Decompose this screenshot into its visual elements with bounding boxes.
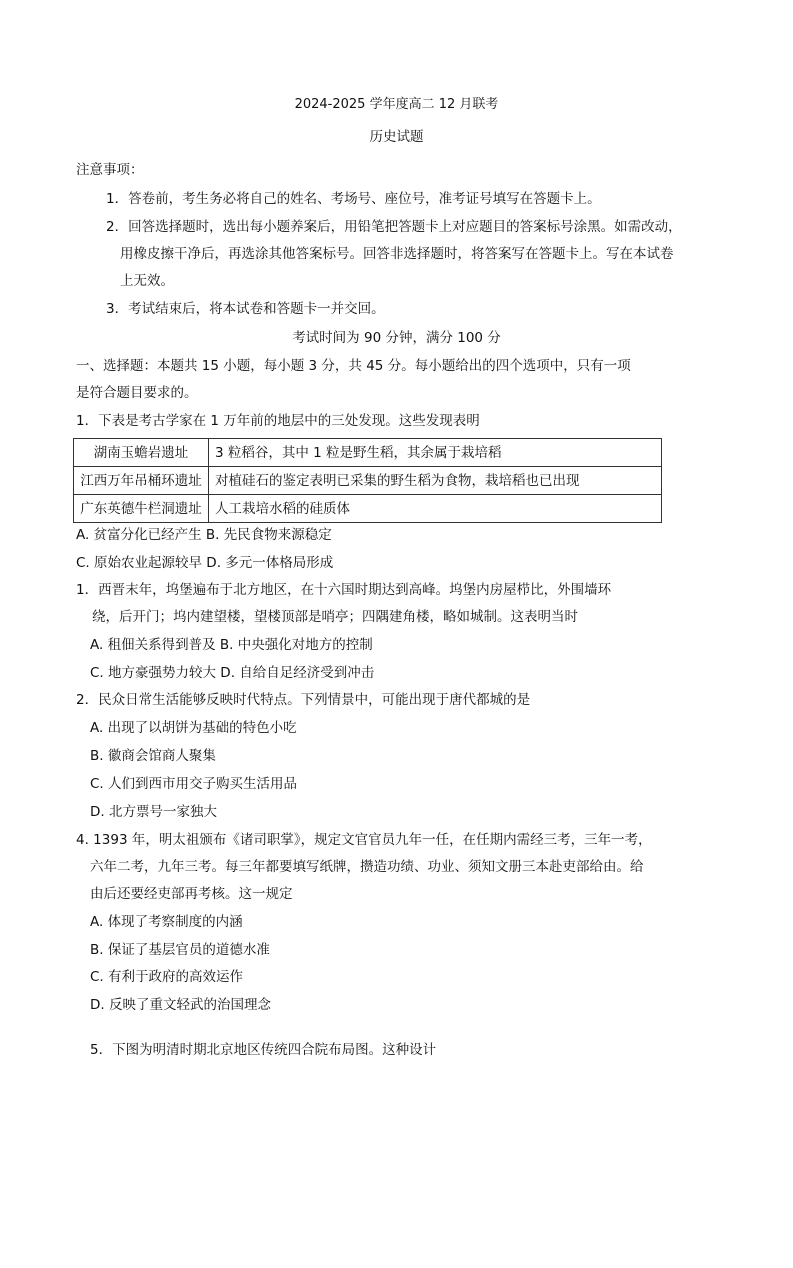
q-jin-stem-cont: 绕，后开门；坞内建望楼，望楼顶部是哨亭；四隅建角楼，略如城制。这表明当时 bbox=[92, 609, 578, 625]
q4-option-b: B. 保证了基层官员的道德水准 bbox=[90, 942, 270, 958]
q4-option-d: D. 反映了重文轻武的治国理念 bbox=[90, 997, 271, 1013]
q1-options-cd: C. 原始农业起源较早 D. 多元一体格局形成 bbox=[76, 555, 334, 571]
section-heading-cont: 是符合题目要求的。 bbox=[76, 385, 198, 401]
table-cell-finding: 对植硅石的鉴定表明已采集的野生稻为食物，栽培稻也已出现 bbox=[209, 467, 662, 495]
section-heading: 一、选择题：本题共 15 小题，每小题 3 分，共 45 分。每小题给出的四个选项中，只有一项 bbox=[76, 358, 631, 374]
q2-stem: 2．民众日常生活能够反映时代特点。下列情景中，可能出现于唐代都城的是 bbox=[76, 692, 531, 708]
q1-stem: 1．下表是考古学家在 1 万年前的地层中的三处发现。这些发现表明 bbox=[76, 413, 480, 429]
q2-option-d: D. 北方票号一家独大 bbox=[90, 804, 217, 820]
q4-stem-cont: 六年二考，九年三考。每三年都要填写纸牌，攒造功绩、功业、须知文册三本赴吏部给由。给 bbox=[90, 859, 644, 875]
q2-option-c: C. 人们到西市用交子购买生活用品 bbox=[90, 776, 298, 792]
q2-option-b: B. 徽商会馆商人聚集 bbox=[90, 748, 216, 764]
table-cell-site: 江西万年吊桶环遗址 bbox=[74, 467, 209, 495]
table-row bbox=[74, 495, 662, 523]
q-jin-stem: 1．西晋末年，坞堡遍布于北方地区，在十六国时期达到高峰。坞堡内房屋栉比，外围墙环 bbox=[76, 582, 612, 598]
q4-option-a: A. 体现了考察制度的内涵 bbox=[90, 914, 243, 930]
notice-heading: 注意事项： bbox=[76, 162, 144, 178]
exam-title: 2024-2025 学年度高二 12 月联考 bbox=[294, 97, 499, 112]
q4-stem-end: 由后还要经吏部再考核。这一规定 bbox=[90, 886, 293, 902]
notice-item-1: 1．答卷前，考生务必将自己的姓名、考场号、座位号，准考证号填写在答题卡上。 bbox=[106, 191, 601, 207]
q4-option-c: C. 有利于政府的高效运作 bbox=[90, 969, 244, 985]
q-jin-options-cd: C. 地方豪强势力较大 D. 自给自足经济受到冲击 bbox=[90, 665, 375, 681]
table-cell-site: 湖南玉蟾岩遗址 bbox=[74, 439, 209, 467]
notice-item-2-cont: 用橡皮擦干净后，再选涂其他答案标号。回答非选择题时，将答案写在答题卡上。写在本试卷 bbox=[120, 246, 674, 262]
q5-stem: 5．下图为明清时期北京地区传统四合院布局图。这种设计 bbox=[90, 1042, 437, 1058]
exam-info: 考试时间为 90 分钟，满分 100 分 bbox=[292, 330, 501, 346]
notice-item-3: 3．考试结束后，将本试卷和答题卡一并交回。 bbox=[106, 301, 385, 317]
q1-findings-table bbox=[73, 438, 662, 523]
q2-option-a: A. 出现了以胡饼为基础的特色小吃 bbox=[90, 720, 297, 736]
subject-title: 历史试题 bbox=[369, 129, 424, 145]
notice-item-2-end: 上无效。 bbox=[120, 273, 174, 289]
q4-stem: 4. 1393 年，明太祖颁布《诸司职掌》，规定文官官员九年一任，在任期内需经三考，三年一考， bbox=[76, 832, 652, 848]
q1-options-ab: A. 贫富分化已经产生 B. 先民食物来源稳定 bbox=[76, 527, 332, 543]
table-row bbox=[74, 467, 662, 495]
notice-item-2: 2．回答选择题时，选出每小题养案后，用铅笔把答题卡上对应题目的答案标号涂黑。如需改动， bbox=[106, 219, 682, 235]
table-cell-site: 广东英德牛栏洞遗址 bbox=[74, 495, 209, 523]
table-cell-finding: 3 粒稻谷，其中 1 粒是野生稻，其余属于栽培稻 bbox=[209, 439, 662, 467]
table-cell-finding: 人工栽培水稻的硅质体 bbox=[209, 495, 662, 523]
table-row bbox=[74, 439, 662, 467]
q-jin-options-ab: A. 租佃关系得到普及 B. 中央强化对地方的控制 bbox=[90, 637, 373, 653]
